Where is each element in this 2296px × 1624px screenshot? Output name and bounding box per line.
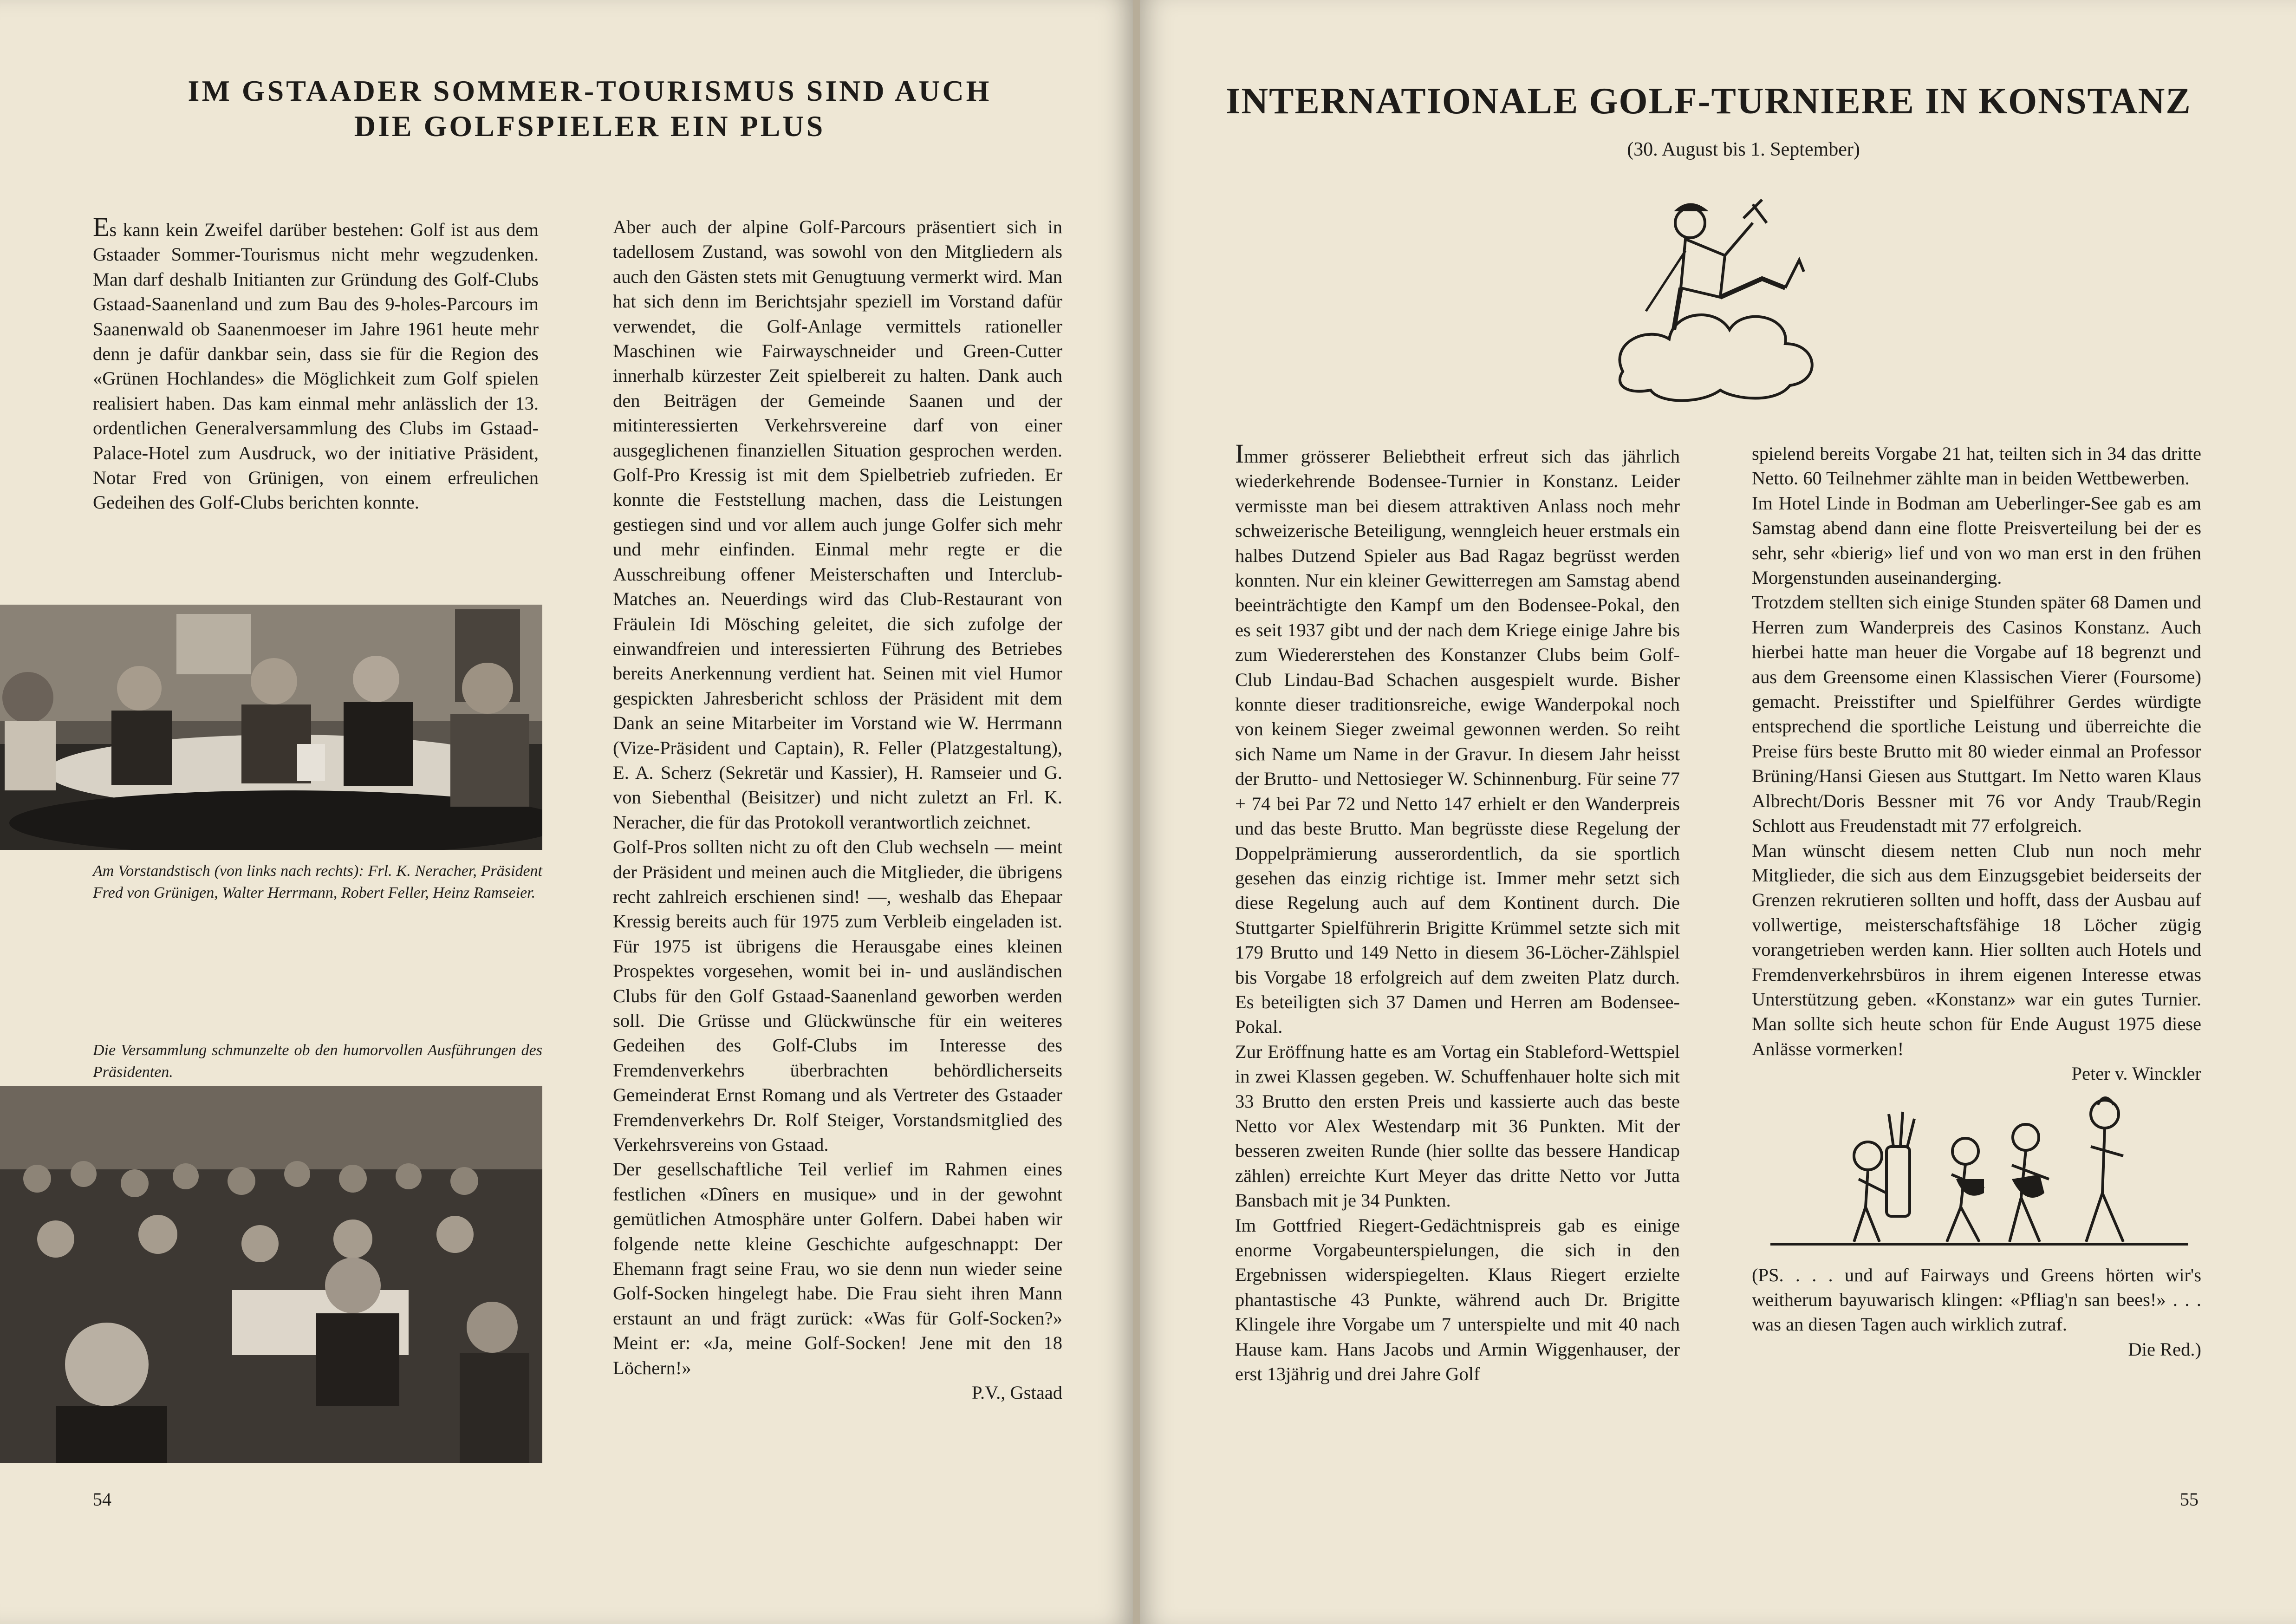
signature: P.V., Gstaad [971,1382,1062,1403]
meeting-table-photo-image [0,605,542,850]
paragraph: Im Gottfried Riegert-Gedächtnispreis gab es einige enorme Vorgabeunterspielungen, die sich in den Ergebnissen widerspiegelten. Klaus Riegert erzielte phantastische 43 Punkte, während auch Dr. Brigitte Klingele ihre Vorgabe um 7 unterspielte und mit 40 nach Hause kam. Hans Jacobs und Armin Wiggenhauser, der erst 13jährig und drei Jahre Golf [1235,1214,1680,1385]
left-page [0,0,1133,1624]
ps-signature: Die Red.) [2128,1338,2201,1360]
golfers-parade-icon [1752,1086,2201,1263]
paragraph: Zur Eröffnung hatte es am Vortag ein Stableford-Wettspiel in zwei Klassen gegeben. W. Schuffenhauer holte sich mit 33 Brutto den ersten Preis und kassierte auch das beste Netto vor Alex Westendarp mit 36 Punkten. Mit der besseren zweiten Runde (hier sollte das bessere Handicap zählen) erreichte Kurt Meyer das dritte Netto vor Jutta Bansbach mit je 34 Punkten. [1235,1041,1680,1211]
golfer-on-cloud-drawing [1604,190,1827,413]
paragraph: spielend bereits Vorgabe 21 hat, teilten sich in 34 das dritte Netto. 60 Teilnehmer zählte man in beiden Wettbewerben. [1752,443,2201,489]
paragraph: Trotzdem stellten sich einige Stunden später 68 Damen und Herren zum Wanderpreis des Casinos Konstanz. Auch hierbei hatte man heuer die Vorgabe auf 18 begrenzt und aus dem Greensome einen Klassischen Vierer (Foursome) gemacht. Preisstifter und Spielführer Gerdes würdigte entsprechend die sportliche Leistung und überreichte die Preise fürs beste Brutto mit 80 wieder einmal an Professor Brüning/Hansi Giesen aus Stuttgart. Im Netto waren Klaus Albrecht/Doris Bessner mit 76 vor Andy Traub/Regin Schlott aus Freudenstadt mit 77 erfolgreich. [1752,592,2201,836]
paragraph: Aber auch der alpine Golf-Parcours präsentiert sich in tadellosem Zustand, was sowohl von den Mitgliedern als auch den Gästen stets mit Genugtuung vermerkt wird. Man hat sich denn im Berichtsjahr speziell im Vorstand dafür verwendet, die Golf-Anlage vermittels rationeller Maschinen wie Fairwayschneider und Green-Cutter innerhalb kürzester Zeit spielbereit zu halten. Dank auch den Beiträgen der Gemeinde Saanen und der mitinteressierten Verkehrsvereine darf von einer ausgeglichenen finanziellen Situation gesprochen werden. Golf-Pro Kressig ist mit dem Spielbetrieb zufrieden. Er konnte die Feststellung machen, dass die Leistungen gestiegen sind und vor allem auch junge Golfer sich mehr und mehr einfinden. Einmal mehr regte er die Ausschreibung offener Meisterschaften und Interclub-Matches an. Neuerdings wird das Club-Restaurant von Fräulein Idi Mösching geleitet, die sich zufolge der einwandfreien und interessierten Führung des Betriebes bereits Anerkennung verdient hat. Seinen mit viel Humor gespickten Jahresbericht schloss der Präsident mit dem Dank an seine Mitarbeiter im Vorstand wie W. Herrmann (Vize-Präsident und Captain), R. Feller (Platzgestaltung), E. A. Scherz (Sekretär und Kassier), H. Ramseier und G. von Siebenthal (Beisitzer) und nicht zuletzt an Frl. K. Neracher, die für das Protokoll verantwortlich zeichnet. [613,216,1062,833]
paragraph: Immer grösserer Beliebtheit erfreut sich das jährlich wiederkehrende Bodensee-Turnier in Konstanz. Leider vermisste man bei diesem attraktiven Anlass noch mehr schweizerische Beteiligung, wenngleich heuer erstmals ein halbes Dutzend Spieler aus Bad Ragaz begrüsst werden konnten. Nur ein kleiner Gewitterregen am Samstag abend beeinträchtigte den Kampf um den Bodensee-Pokal, den es seit 1937 gibt und der nach dem Kriege einige Jahre bis zum Wiedererstehen des Konstanzer Clubs beim Golf-Club Lindau-Bad Schachen ausgespielt wurde. Bisher konnte dieser traditionsreiche, ewige Wanderpokal noch von keinem Sieger zweimal gewonnen werden. So reiht sich Name um Name in der Gravur. In diesem Jahr heisst der Brutto- und Nettosieger W. Schinnenburg. Für seine 77 + 74 bei Par 72 und Netto 147 erhielt er den Wanderpreis und das beste Brutto. Man begrüsste diese Regelung der Doppelprämierung ausserordentlich, da sie sportlich gesehen das einzig richtige ist. Immer mehr setzt sich diese Regelung auch auf dem Kontinent durch. Die Stuttgarter Spielführerin Brigitte Krümmel setzte sich mit 179 Brutto und 149 Netto in diesem 36-Löcher-Zählspiel bis Vorgabe 18 erfolgreich auf dem zweiten Platz durch. Es beteiligten sich 37 Damen und Herren am Bodensee-Pokal. [1235,438,1680,1037]
paragraph: Golf-Pros sollten nicht zu oft den Club wechseln — meint der Präsident und meinen auch die Mitglieder, die übrigens recht zahlreich erschienen sind! —, weshalb das Ehepaar Kressig bereits auch für 1975 zum Verbleib eingeladen ist. Für 1975 ist übrigens die Herausgabe eines kleinen Prospektes vorgesehen, womit bei in- und ausländischen Clubs für den Golf Gstaad-Saanenland geworben werden soll. Die Grüsse und Glückwünsche für ein weiteres Gedeihen des Golf-Clubs im Interesse des Fremdenverkehrs überbrachten behördlicherseits Gemeinderat Ernst Romang und als Vertreter des Gstaader Fremdenverkehrs Dr. Rolf Steiger, Vorstandsmitglied des Verkehrsvereins von Gstaad. [613,836,1062,1155]
assembly-crowd-photo [0,1086,542,1463]
paragraph: Man wünscht diesem netten Club nun noch mehr Mitglieder, die sich aus dem Einzugsgebiet beiderseits der Grenzen rekrutieren sollten und hofft, dass der Ausbau auf vollwertige, meisterschaftsfähige 18 Löcher zügig vorangetrieben werden kann. Hier sollten auch Hotels und Fremdenverkehrsbüros in ihrem eigenen Interesse etwas Unterstützung geben. «Konstanz» war ein gutes Turnier. Man sollte sich heute schon für Ende August 1975 diese Anlässe vormerken! [1752,840,2201,1059]
golfer-on-cloud-icon [1604,190,1827,416]
page-number: 54 [93,1489,111,1510]
golfers-parade-drawing [1752,1086,2201,1263]
right-page [1140,0,2296,1624]
left-headline [153,73,1026,144]
right-article-column-1 [1235,438,1680,1386]
assembly-crowd-photo-image [0,1086,542,1463]
gutter [1133,0,1140,1624]
paragraph: Im Hotel Linde in Bodman am Ueberlinger-See gab es am Samstag abend dann eine flotte Preisverteilung bei der es sehr, sehr «bierig» lief und von wo man erst in den frühen Morgenstunden auseinanderging. [1752,492,2201,588]
caption-assembly: Die Versammlung schmunzelte ob den humorvollen Ausführungen des Präsidenten. [93,1042,542,1081]
left-article-column-2 [613,215,1062,1405]
left-headline-line1: IM GSTAADER SOMMER-TOURISMUS SIND AUCH [188,74,992,107]
right-article-column-2 [1752,441,2201,1362]
page-number: 55 [2180,1489,2198,1510]
signature: Peter v. Winckler [2071,1063,2201,1084]
left-headline-line2: DIE GOLFSPIELER EIN PLUS [354,110,826,143]
left-article-column-1 [93,212,539,515]
ps-note: (PS. . . . und auf Fairways und Greens hörten wir's weitherum bayuwarisch klingen: «Pfliag'n san bees!» . . . was an diesen Tagen auch wirklich zutraf. [1752,1264,2201,1335]
right-subheadline: (30. August bis 1. September) [1627,139,1860,160]
caption-meeting-table: Am Vorstandstisch (von links nach rechts): Frl. K. Neracher, Präsident Fred von Grünigen, Walter Herrmann, Robert Feller, Heinz Ramseier. [93,862,542,901]
right-headline: INTERNATIONALE GOLF-TURNIERE IN KONSTANZ [1226,81,2192,122]
paragraph: Es kann kein Zweifel darüber bestehen: Golf ist aus dem Gstaader Sommer-Tourismus nicht mehr wegzudenken. Man darf deshalb Initianten zur Gründung des Golf-Clubs Gstaad-Saanenland und zum Bau des 9-holes-Parcours im Saanenwald ob Saanenmoeser im Jahre 1961 heute mehr denn je dafür dankbar sein, dass sie für die Region des «Grünen Hochlandes» die Möglichkeit zum Golf spielen realisiert haben. Das kam einmal mehr anlässlich der 13. ordentlichen Generalversammlung des Clubs im Gstaad-Palace-Hotel zum Ausdruck, wo der initiative Präsident, Notar Fred von Grünigen, von einem erfreulichen Gedeihen des Golf-Clubs berichten konnte. [93,212,539,513]
meeting-table-photo [0,605,542,850]
paragraph: Der gesellschaftliche Teil verlief im Rahmen eines festlichen «Dîners en musique» und in der gewohnt gemütlichen Atmosphäre unter Golfern. Dabei haben wir folgende nette kleine Geschichte aufgeschnappt: Der Ehemann fragt seine Frau, wo sie denn nun wieder seine Golf-Socken hingelegt habe. Die Frau sieht ihren Mann erstaunt an und frägt zurück: «Was für Golf-Socken?» Meint er: «Ja, meine Golf-Socken! Jene mit den 18 Löchern!» [613,1159,1062,1378]
